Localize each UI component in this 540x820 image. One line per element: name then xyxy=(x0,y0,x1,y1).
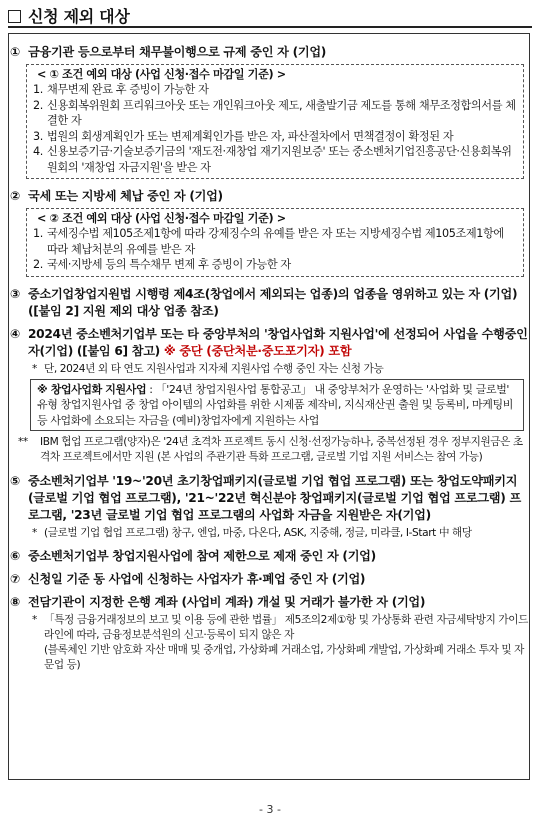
content xyxy=(10,38,528,673)
section-4-red-note: ※ 중단 (중단처분·중도포기자) 포함 xyxy=(163,343,352,358)
section-2-box-heading: < ② 조건 예외 대상 (사업 신청·접수 마감일 기준) > xyxy=(37,212,286,225)
section-2-heading: ② 국세 또는 지방세 체납 중인 자 (기업) xyxy=(10,189,223,203)
section-8-heading: ⑧ 전담기관이 지정한 은행 계좌 (사업비 계좌) 개설 및 거래가 불가한 자 (기업) xyxy=(10,595,426,609)
list-item: 1. 국세징수법 제105조제1항에 따라 강제징수의 유예를 받은 자 또는 지방세징수법 제105조제1항에 따라 체납처분의 유예를 받은 자 xyxy=(33,227,504,256)
section-2-exception-box xyxy=(26,208,524,277)
page-number: - 3 - xyxy=(259,803,281,816)
section-3-heading: ③ 중소기업창업지원법 시행령 제4조(창업에서 제외되는 업종)의 업종을 영위하고 있는 자 (기업) ([붙임 2] 지원 제외 대상 업종 참조) xyxy=(10,286,518,318)
section-8-note: * 「특정 금융거래정보의 보고 및 이용 등에 관한 법률」 제5조의2제①항 및 가상통화 관련 자금세탁방지 가이드라인에 따라, 금융정보분석원의 신고·등록이 되지 않은 자 (블록체인 기반 암호화 자산 매매 및 중개업, 가상화폐 거래소업, 가상화폐 개발업, 가상화폐 거래소 투자 및 자문업 등) xyxy=(32,614,528,671)
page-title: 신청 제외 대상 xyxy=(8,4,532,28)
section-5-heading: ⑤ 중소벤처기업부 '19~'20년 초기창업패키지(글로벌 기업 협업 프로그램) 또는 창업도약패키지(글로벌 기업 협업 프로그램), '21~'22년 혁신분야 창업패키지(글로벌 기업 협업 프로그램) 프로그램, '23년 글로벌 기업 협업 프로그램의 사업화 자금을 지원받은 자(기업) xyxy=(10,474,521,522)
list-item: 3. 법원의 회생계획인가 또는 변제계획인가를 받은 자, 파산절차에서 면책결정이 확정된 자 xyxy=(33,129,454,143)
list-item: 4. 신용보증기금·기술보증기금의 '재도전·재창업 재기지원보증' 또는 중소벤처기업진흥공단·신용회복위원회의 '재창업 자금지원'을 받은 자 xyxy=(33,145,512,174)
section-7-heading: ⑦ 신청일 기준 동 사업에 신청하는 사업자가 휴·폐업 중인 자 (기업) xyxy=(10,572,366,586)
section-4-definition-box: ※ 창업사업화 지원사업 : 「'24년 창업지원사업 통합공고」 내 중앙부처가 운영하는 '사업화 및 글로벌' 유형 창업지원사업 중 창업 아이템의 사업화를 위한 시제품 제작비, 지식재산권 출원 및 등록비, 마케팅비 등 사업화에 소요되는 자금을 (예비)창업자에게 지원하는 사업 xyxy=(30,379,524,432)
checkbox-square-icon xyxy=(8,10,21,23)
section-4-note: * 단, 2024년 외 타 연도 지원사업과 지자체 지원사업 수행 중인 자는 신청 가능 xyxy=(32,362,384,375)
section-4-heading: ④ 2024년 중소벤처기업부 또는 타 중앙부처의 '창업사업화 지원사업'에 선정되어 사업을 수행중인 자(기업) ([붙임 6] 참고) ※ 중단 (중단처분·중도포기자) 포함 xyxy=(10,326,528,358)
list-item: 1. 채무변제 완료 후 증빙이 가능한 자 xyxy=(33,83,209,96)
section-4-note-2: ** IBM 협업 프로그램(양자)은 '24년 초격차 프로젝트 동시 신청·선정가능하나, 중복선정된 경우 정부지원금은 초격차 프로젝트에서만 지원 (본 사업의 주관기관 특화 프로그램, 글로벌 기업 지원 서비스는 참여 가능) xyxy=(18,436,523,463)
section-6-heading: ⑥ 중소벤처기업부 창업지원사업에 참여 제한으로 제재 중인 자 (기업) xyxy=(10,549,376,563)
list-item: 2. 국세·지방세 등의 특수채무 변제 후 증빙이 가능한 자 xyxy=(33,258,291,271)
section-5-note: * (글로벌 기업 협업 프로그램) 창구, 엔업, 마중, 다온다, ASK, 지중해, 정글, 미라클, I-Start 中 해당 xyxy=(32,527,472,539)
section-1-box-heading: < ① 조건 예외 대상 (사업 신청·접수 마감일 기준) > xyxy=(37,68,286,81)
section-1-heading: ① 금융기관 등으로부터 채무불이행으로 규제 중인 자 (기업) xyxy=(10,45,327,59)
list-item: 2. 신용회복위원회 프리워크아웃 또는 개인워크아웃 제도, 새출발기금 제도를 통해 채무조정합의서를 체결한 자 xyxy=(33,98,516,127)
section-1-exception-box xyxy=(26,64,524,179)
